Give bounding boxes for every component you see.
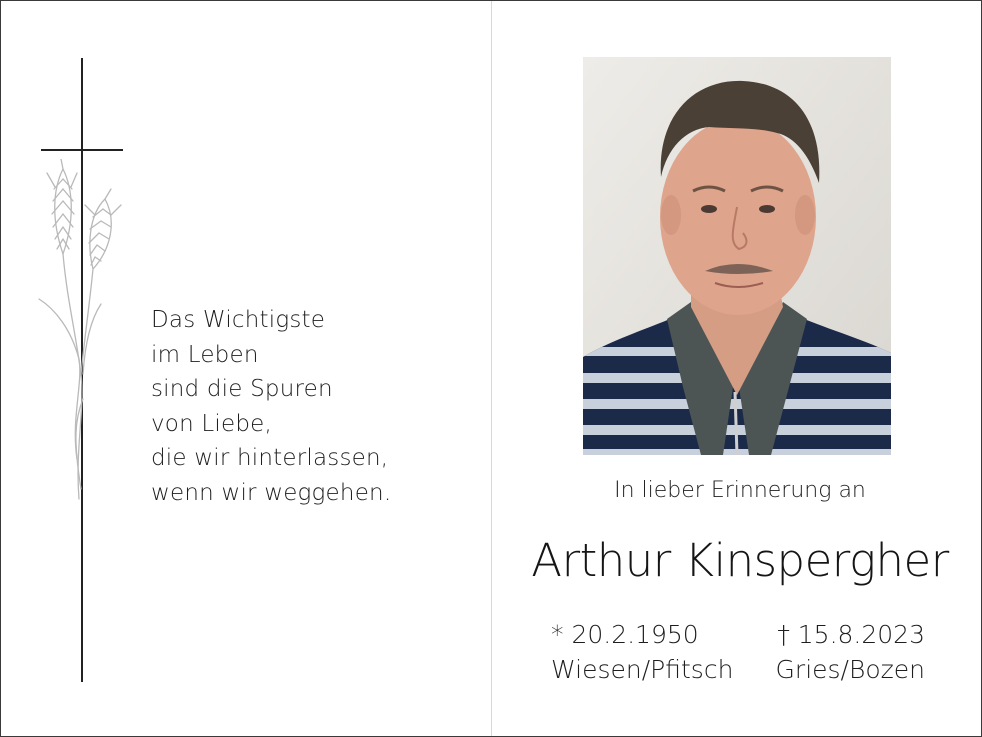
poem-line: Das Wichtigste [151, 307, 326, 333]
right-page [492, 1, 981, 736]
birth-place: Wiesen/Pfitsch [551, 655, 734, 684]
places-row [551, 655, 925, 684]
birth-date: * 20.2.1950 [551, 620, 699, 649]
poem-line: von Liebe, [151, 410, 272, 437]
death-date: † 15.8.2023 [777, 620, 925, 649]
death-place: Gries/Bozen [775, 655, 925, 684]
intro-text: In lieber Erinnerung an [614, 478, 866, 503]
poem-line: die wir hinterlassen, [151, 445, 389, 471]
portrait-photo [583, 57, 891, 455]
cross-bar [41, 149, 123, 151]
dates-row [551, 620, 925, 649]
poem-line: im Leben [151, 341, 259, 368]
poem-line: wenn wir weggehen. [151, 479, 392, 506]
deceased-name: Arthur Kinspergher [531, 534, 949, 587]
wheat-ears-icon [31, 159, 131, 509]
left-page [1, 1, 491, 736]
poem [151, 303, 391, 510]
poem-line: sind die Spuren [151, 376, 333, 402]
